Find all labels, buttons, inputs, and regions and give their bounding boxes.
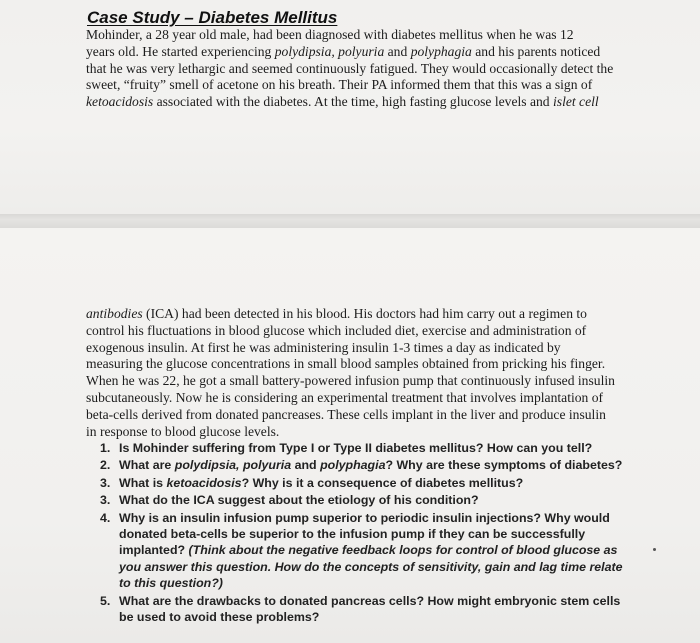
text-run: beta-cells derived from donated pancreases. These cells implant in the liver and produce insulin [86,406,606,422]
page-speck [653,548,656,551]
italic-term: to this question?) [119,576,223,591]
italic-term: antibodies [86,306,143,321]
text-run: in response to blood glucose levels. [86,423,280,439]
text-run: measuring the glucose concentrations in small blood samples obtained from pricking his finger. [86,356,606,372]
paragraph-line [86,44,613,61]
text-run: exogenous insulin. At first he was administering insulin 1-3 times a day as indicated by [86,339,561,355]
question-line [119,475,623,491]
paragraph-line [86,373,615,390]
question-item [100,510,623,592]
text-run: control his fluctuations in blood glucose which included diet, exercise and administration of [86,322,587,338]
text-run: What are [119,458,175,473]
paragraph-line [86,27,613,44]
text-run: subcutaneously. Now he is considering an experimental treatment that involves implantation of [86,389,604,405]
text-run: years old. He started experiencing [86,43,275,59]
page-break [0,214,700,228]
text-run: donated beta-cells be superior to the infusion pump if they can be successfully [119,527,586,542]
question-line [119,575,623,591]
question-line [119,526,623,542]
paragraph-line [86,323,615,340]
question-line [119,593,623,609]
case-paragraph-1 [86,27,613,111]
italic-term: polyphagia [410,43,472,59]
paragraph-line [86,61,613,78]
paragraph-line [86,390,615,407]
question-number: 3. [100,493,111,508]
text-run: ? Why is it a consequence of diabetes mellitus? [241,475,524,490]
text-run: associated with the diabetes. At the time, high fasting glucose levels and [153,94,553,110]
case-paragraph-2 [86,306,615,440]
italic-term: polydipsia, polyuria [174,458,292,473]
text-run: ? Why are these symptoms of diabetes? [385,458,623,473]
text-run: When he was 22, he got a small battery-powered infusion pump that continuously infused insulin [86,373,615,389]
text-run: What are the drawbacks to donated pancreas cells? How might embryonic stem cells [119,593,621,608]
text-run: Why is an insulin infusion pump superior to periodic insulin injections? Why would [119,510,610,525]
question-number: 5. [100,593,111,608]
question-list [100,440,623,626]
text-run: implanted? [119,543,189,558]
question-line [119,457,623,473]
question-line [119,492,623,508]
text-run: and [291,458,321,473]
question-line [119,609,623,625]
italic-term: polydipsia, polyuria [274,43,385,59]
italic-term: (Think about the negative feedback loops for control of blood glucose as [188,543,618,558]
italic-term: ketoacidosis [86,94,154,110]
question-number: 2. [100,458,111,473]
italic-term: islet cell [553,94,599,110]
text-run: Is Mohinder suffering from Type I or Type II diabetes mellitus? How can you tell? [119,441,593,455]
question-item [100,593,623,626]
document-title: Case Study – Diabetes Mellitus [87,8,338,27]
text-run: that he was very lethargic and seemed continuously fatigued. They would occasionally detect the [86,60,614,76]
question-line [119,542,623,558]
question-line [119,559,623,575]
paragraph-line [86,407,615,424]
text-run: sweet, “fruity” smell of acetone on his breath. Their PA informed them that this was a sign of [86,77,593,93]
question-line [119,440,623,456]
text-run: Mohinder, a 28 year old male, had been diagnosed with diabetes mellitus when he was 12 [86,27,574,42]
text-run: What is [119,475,167,490]
italic-term: you answer this question. How do the concepts of sensitivity, gain and lag time relate [119,559,623,574]
question-number: 4. [100,510,111,525]
text-run: be used to avoid these problems? [119,610,320,625]
question-line [119,510,623,526]
question-number: 3. [100,475,111,490]
italic-term: polyphagia [320,458,386,473]
text-run: What do the ICA suggest about the etiology of his condition? [119,493,479,508]
paragraph-line [86,306,615,323]
text-run: and [384,43,411,59]
paragraph-line [86,340,615,357]
paragraph-line [86,424,615,441]
question-number: 1. [100,441,111,455]
text-run: and his parents noticed [471,43,601,59]
text-run: (ICA) had been detected in his blood. His doctors had him carry out a regimen to [142,306,587,321]
paragraph-line [86,77,613,94]
question-item [100,475,623,491]
paragraph-line [86,356,615,373]
italic-term: ketoacidosis [166,475,242,490]
paragraph-line [86,94,613,111]
question-item [100,492,623,508]
question-item [100,457,623,473]
question-item [100,440,623,456]
